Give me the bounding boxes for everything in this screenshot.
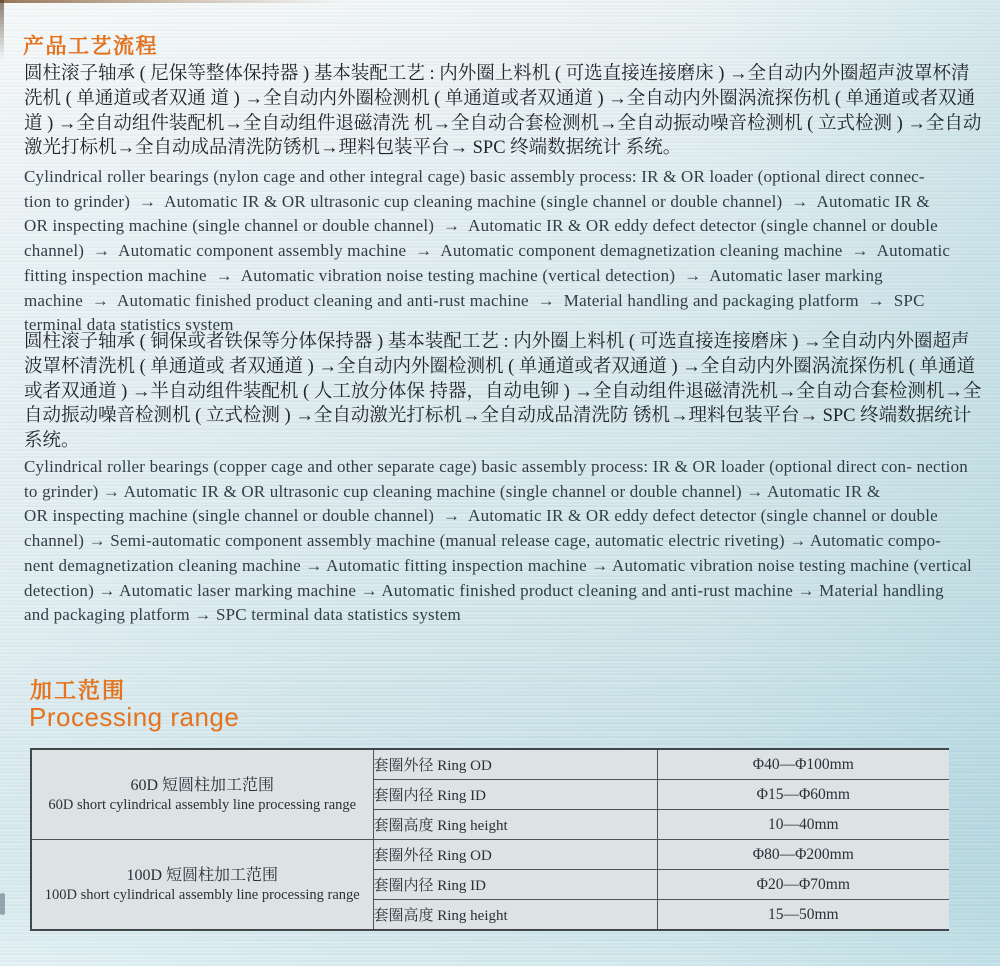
param-label: 套圈外径 Ring OD — [373, 749, 657, 780]
group-label-en: 60D short cylindrical assembly line processing range — [48, 796, 357, 813]
param-value: Φ15—Φ60mm — [657, 780, 949, 810]
process-flow-paragraph-en-nylon: Cylindrical roller bearings (nylon cage and other integral cage) basic assembly process: IR & OR loader (optional direct connec- tion to grinder) → Automatic IR & OR ultrasonic cup cleaning machine (single channel or double channel) → Automatic IR & OR inspecting machine (single channel or double channel) → Automatic IR & OR eddy defect detector (single channel or double channel) → Automatic component assembly machine → Automatic component demagnetization cleaning machine → Automatic fitting inspection machine → Automatic vibration noise testing machine (vertical detection) → Automatic laser marking machine → Automatic finished product cleaning and anti-rust machine → Material handling and packaging platform → SPC terminal data statistics system — [24, 167, 951, 335]
group-cell-60d — [31, 749, 373, 840]
group-label-zh: 100D 短圆柱加工范围 — [126, 866, 279, 884]
scan-artifact-left-edge-bottom — [0, 893, 5, 915]
process-flow-paragraph-zh-copper: 圆柱滚子轴承 ( 铜保或者铁保等分体保持器 ) 基本装配工艺 : 内外圈上料机 ( 可选直接连接磨床 ) →全自动内外圈超声 波罩杯清洗机 ( 单通道或 者双通道 ) →全自动内外圈检测机 ( 单通道或者双通道 ) →全自动内外圈涡流探伤机 ( 单通道 或者双通道 ) →半自动组件装配机 ( 人工放分体保 持器，自动电铆 ) →全自动组件退磁清洗机→全自动合套检测机→全 自动振动噪音检测机 ( 立式检测 ) →全自动激光打标机→全自动成品清洗防 锈机→理料包装平台→ SPC 终端数据统计 系统。 — [24, 332, 982, 452]
section-title-processing-range-en: Processing range — [29, 702, 240, 732]
scan-artifact-left-edge — [0, 0, 4, 60]
process-flow-paragraph-zh-nylon: 圆柱滚子轴承 ( 尼保等整体保持器 ) 基本装配工艺 : 内外圈上料机 ( 可选直接连接磨床 ) →全自动内外圈超声波罩杯清 洗机 ( 单通道或者双通 道 ) →全自动内外圈检测机 ( 单通道或者双通道 ) →全自动内外圈涡流探伤机 ( 单通道或者双通 道 ) →全自动组件装配机→全自动组件退磁清洗 机→全自动合套检测机→全自动振动噪音检测机 ( 立式检测 ) →全自动 激光打标机→全自动成品清洗防锈机→理料包装平台→ SPC 终端数据统计 系统。 — [24, 64, 982, 159]
param-label: 套圈高度 Ring height — [373, 900, 657, 931]
process-flow-paragraph-en-copper: Cylindrical roller bearings (copper cage and other separate cage) basic assembly process: IR & OR loader (optional direct con- nection to grinder) → Automatic IR & OR ultrasonic cup cleaning machine (single channel or double channel) → Automatic IR & OR inspecting machine (single channel or double channel) → Automatic IR & OR eddy defect detector (single channel or double channel) → Semi-automatic component assembly machine (manual release cage, automatic electric riveting) → Automatic compo- nent demagnetization cleaning machine → Automatic fitting inspection machine → Automatic vibration noise testing machine (vertical detection) → Automatic laser marking machine → Automatic finished product cleaning and anti-rust machine → Material handling and packaging platform → SPC terminal data statistics system — [24, 457, 972, 625]
param-label: 套圈内径 Ring ID — [373, 870, 657, 900]
param-value: Φ20—Φ70mm — [657, 870, 949, 900]
table-row — [31, 749, 949, 780]
group-label-en: 100D short cylindrical assembly line processing range — [44, 886, 360, 903]
scan-artifact-top-edge — [0, 0, 340, 3]
group-label-zh: 60D 短圆柱加工范围 — [130, 776, 275, 794]
param-label: 套圈高度 Ring height — [373, 810, 657, 840]
section-title-process-flow: 产品工艺流程 — [23, 35, 158, 58]
param-value: Φ40—Φ100mm — [657, 749, 949, 780]
section-title-processing-range-zh: 加工范围 — [30, 678, 127, 703]
group-cell-100d — [31, 840, 373, 931]
param-label: 套圈外径 Ring OD — [373, 840, 657, 870]
param-value: Φ80—Φ200mm — [657, 840, 949, 870]
processing-range-table — [30, 748, 949, 931]
param-label: 套圈内径 Ring ID — [373, 780, 657, 810]
table-row — [31, 840, 949, 870]
param-value: 15—50mm — [657, 900, 949, 931]
param-value: 10—40mm — [657, 810, 949, 840]
